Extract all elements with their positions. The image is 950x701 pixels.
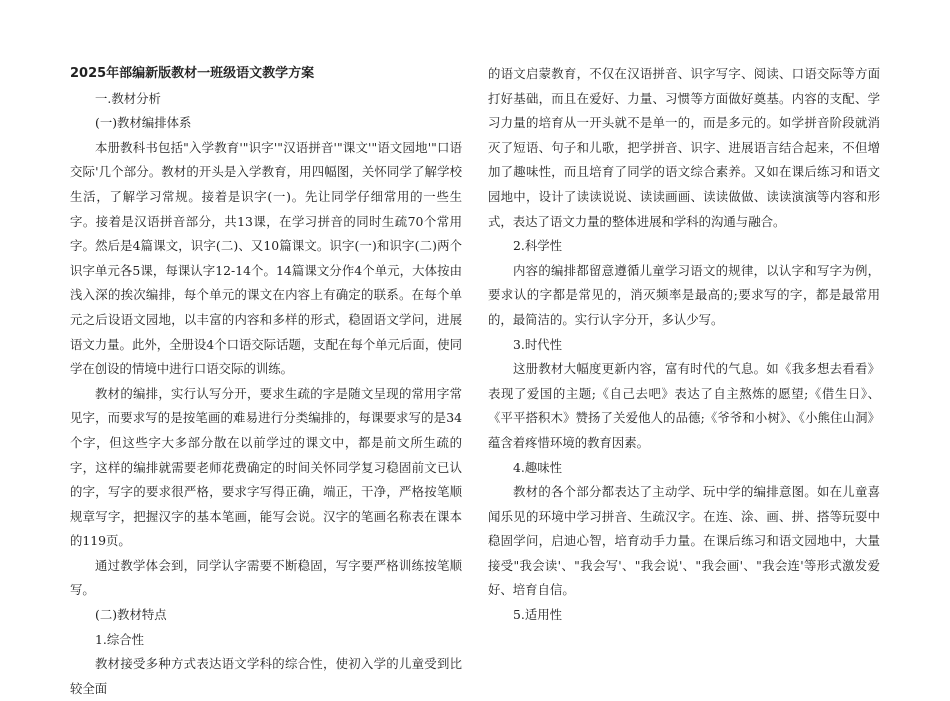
item-heading: 1.综合性 bbox=[95, 631, 144, 647]
item-heading: 2.科学性 bbox=[513, 238, 562, 254]
paragraph: 教材的各个部分都表达了主动学、玩中学的编排意图。如在儿童喜闻乐见的环境中学习拼音、生疏汉字。在连、涂、画、拼、搭等玩耍中稳固学问，启迪心智，培育动手力量。在课后练习和语文园地中，大量接受"我会读'、"我会写'、"我会说'、"我会画'、"我会连'等形式激发爱好、培育自信。 bbox=[488, 484, 880, 598]
item-heading: 3.时代性 bbox=[513, 336, 562, 352]
paragraph: 教材的编排，实行认写分开，要求生疏的字是随文呈现的常用字常见字，而要求写的是按笔画的难易进行分类编排的，每课要求写的是34个字，但这些字大多部分散在以前学过的课文中，都是前文所生疏的字，这样的编排就需要老师花费确定的时间关怀同学复习稳固前文已认的字，写字的要求很严格，要求字写得正确，端正，干净，严格按笔顺规章写字，把握汉字的基本笔画，能写会说。汉字的笔画名称表在课本的119页。 bbox=[70, 385, 462, 549]
paragraph-continued: 的语文启蒙教育，不仅在汉语拼音、识字写字、阅读、口语交际等方面打好基础，而且在爱好、力量、习惯等方面做好奠基。内容的支配、学习力量的培育从一开头就不是单一的，而是多元的。如学拼音阶段就消灭了短语、句子和儿歌，把学拼音、识字、进展语言结合起来，不但增加了趣味性，而且培育了同学的语文综合素养。又如在课后练习和语文园地中，设计了读读说说、读读画画、读读做做、读读演演等内容和形式，表达了语文力量的整体进展和学科的沟通与融合。 bbox=[488, 66, 880, 229]
paragraph: 通过教学体会到，同学认字需要不断稳固，写字要严格训练按笔顺写。 bbox=[70, 557, 462, 598]
item-heading: 4.趣味性 bbox=[513, 459, 562, 475]
paragraph: 教材接受多种方式表达语文学科的综合性，使初入学的儿童受到比较全面 bbox=[70, 656, 462, 696]
left-column bbox=[70, 62, 462, 701]
subsection-heading: (二)教材特点 bbox=[95, 607, 167, 623]
paragraph: 本册教科书包括"入学教育'"识字'"汉语拼音'"课文'"语文园地'"口语交际'几个部分。教材的开头是入学教育，用四幅图，关怀同学了解学校生活，了解学习常规。接着是识字(一)。先让同学仔细常用的一些生字。接着是汉语拼音部分，共13课，在学习拼音的同时生疏70个常用字。然后是4篇课文，识字(二)、又10篇课文。识字(一)和识字(二)两个识字单元各5课，每课认字12-14个。14篇课文分作4个单元，大体按由浅入深的挨次编排，每个单元的课文在内容上有确定的联系。在每个单元之后设语文园地，以丰富的内容和多样的形式，稳固语文学问，进展语文力量。此外，全册设4个口语交际话题，支配在每个单元后面，使同学在创设的情境中进行口语交际的训练。 bbox=[70, 139, 462, 377]
right-column bbox=[488, 62, 880, 628]
document-title: 2025年部编新版教材一班级语文教学方案 bbox=[70, 66, 315, 81]
subsection-heading: (一)教材编排体系 bbox=[95, 115, 192, 131]
item-heading: 5.适用性 bbox=[513, 607, 562, 623]
section-heading: 一.教材分析 bbox=[95, 90, 161, 106]
paragraph: 这册教材大幅度更新内容，富有时代的气息。如《我多想去看看》表现了爱国的主题;《自己去吧》表达了自主熬炼的愿望;《借生日》、《平平搭积木》赞扬了关爱他人的品德;《爷爷和小树》、《小熊住山洞》蕴含着疼惜环境的教育因素。 bbox=[488, 361, 880, 450]
paragraph: 内容的编排都留意遵循儿童学习语文的规律，以认字和写字为例，要求认的字都是常见的，消灭频率是最高的;要求写的字，都是最常用的，最简洁的。实行认字分开，多认少写。 bbox=[488, 262, 880, 327]
